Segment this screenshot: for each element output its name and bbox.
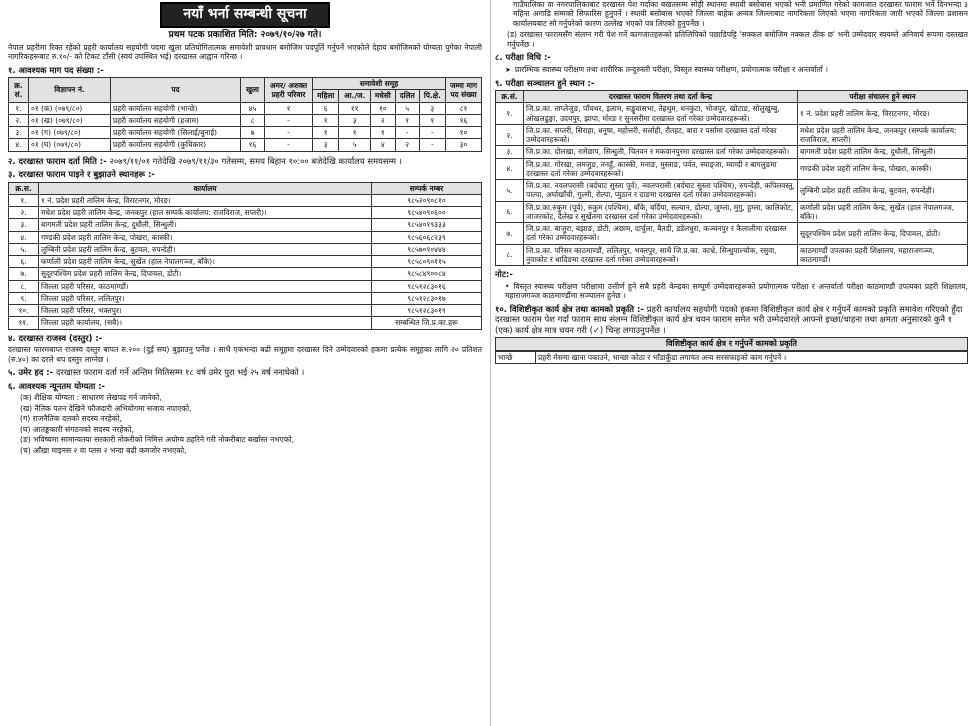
- table-cell: ६.: [9, 256, 39, 268]
- specialization-table: [495, 351, 968, 364]
- exam-centers-table: [495, 90, 968, 266]
- table-cell: मधेश प्रदेश प्रहरी तालिम केन्द्र, जनकपुर (हाल सम्पर्क कार्यालय: राजविराज, सप्तरी)।: [39, 207, 372, 219]
- table-cell: ०१ (घ) (०७९/८०): [29, 139, 111, 151]
- table-cell: सुदूरपश्चिम प्रदेश प्रहरी तालिम केन्द्र, दिपायल, डोटी।: [39, 268, 372, 280]
- col-inclusive: समावेशी समूह: [312, 78, 445, 90]
- table-cell: १.: [9, 194, 39, 206]
- list-item: (च) आँखा माइनस २ वा प्लस २ भन्दा बढी कमजोर नभएको,: [20, 445, 187, 455]
- table-row: [9, 305, 482, 317]
- table-row: [9, 268, 482, 280]
- table-cell: १: [370, 127, 395, 139]
- table-cell: १ नं. प्रदेश प्रहरी तालिम केन्द्र, विराटनगर, मोरङ।: [798, 103, 968, 125]
- table-cell: ९.: [9, 292, 39, 304]
- table-cell: ९८५६०६८२३९: [372, 231, 482, 243]
- table-row: [9, 207, 482, 219]
- table-cell: ३: [312, 139, 338, 151]
- table-cell: ५.: [496, 180, 524, 202]
- table-cell: ३: [339, 114, 370, 126]
- table-row: [9, 102, 482, 114]
- table-cell: ४५: [240, 102, 264, 114]
- table-cell: ५: [339, 139, 370, 151]
- col-office-sn: क्र.स.: [9, 182, 39, 194]
- residence-text: गाउँपालिका वा नगरपालिकाबाट दरखास्त पेश गर्दाका बखतसम्म सोही स्थानमा स्थायी बसोबास भएको भनी प्रमाणित गरेको कागजात दरखास्त फाराम भर्ने दिनभन्दा ३ महिना अगाडि सम्मको सिफारिस हुनुपर्ने । स्थायी बसोबास भएको जिल्ला बाहेक अन्यत्र जिल्लाबाट नागरिकता लिएको भएमा नागरिकता जारी भएको जिल्ला प्रशासन कार्यालयबाट सो गर्नुपरेको कारण उल्लेख भएको पत्र लिएको हुनुपर्नेछ ।: [513, 0, 968, 28]
- list-item: (घ) आतङ्ककारी संगठनको सदस्य नरहेको,: [20, 424, 134, 434]
- table-cell: जि.प्र.का.रुकुम (पूर्व), रुकुम (पश्चिम), बाँके, बर्दिया, सल्यान, डोल्पा, जुम्ला, मुगु, हुम्ला, कालिकोट, जाजरकोट, दैलेख र सुर्खेतमा दरखास्त दर्ता गरेका उम्मेदवारहरूको।: [524, 201, 798, 223]
- table-cell: १०.: [9, 305, 39, 317]
- publish-date: प्रथम पटक प्रकाशित मिति: २०७९/१०/२७ गते।: [168, 29, 322, 40]
- table-cell: १: [339, 127, 370, 139]
- table-cell: जि.प्र.का. परिसर काठमाण्डौं, ललितपुर, भक्तपुर, साथै जि.प्र.का. काभ्रे, सिन्धुपाल्चोक, रसुवा, नुवाकोट र धादिङमा दरखास्त दर्ता गरेका उम्मेदवारहरूको।: [524, 244, 798, 266]
- table-cell: ५.: [9, 243, 39, 255]
- table-cell: लुम्बिनी प्रदेश प्रहरी तालिम केन्द्र, बुटवल, रुपन्देही।: [39, 243, 372, 255]
- table-row: [9, 243, 482, 255]
- table-cell: जि.प्र.का. बाजुरा, बझाङ, डोटी, अछाम, दार्चुला, बैतडी, डडेलधुरा, कञ्चनपुर र कैलालीमा दरखास्त दर्ता गरेका उम्मेदवारहरूको।: [524, 223, 798, 245]
- col-women: महिला: [312, 90, 338, 102]
- section3-heading: ३. दरखास्त फाराम पाइने र बुझाउने स्थानहरू :-: [8, 169, 155, 180]
- table-row: [9, 292, 482, 304]
- table-cell: १: [419, 114, 445, 126]
- table-cell: जि.प्र.का. गोरखा, लमजुङ, तनहुँ, कास्की, मनाङ, मुस्ताङ, पर्वत, स्याङ्जा, म्याग्दी र बागलुङमा दरखास्त दर्ता गरेका उम्मेदवारहरूको।: [524, 158, 798, 180]
- col-adv: विज्ञापन नं.: [29, 78, 111, 103]
- note-heading: नोट:-: [495, 269, 513, 280]
- section5-text: दरखास्त फाराम दर्ता गर्ने अन्तिम मितिसम्म १८ वर्ष उमेर पुरा भई २५ वर्ष ननाघेको ।: [55, 367, 305, 378]
- table-cell: १०: [370, 102, 395, 114]
- table-row: [496, 352, 968, 364]
- table-cell: सम्बन्धित जि.प्र.का.हरू: [372, 317, 482, 329]
- table-cell: ७.: [9, 268, 39, 280]
- table-cell: जिल्ला प्रहरी परिसर, ललितपुर।: [39, 292, 372, 304]
- table-cell: ७.: [496, 223, 524, 245]
- table-cell: ९८५१२८३०१६: [372, 280, 482, 292]
- section5-heading: ५. उमेर हद :-: [8, 367, 54, 378]
- table-row: [9, 256, 482, 268]
- table-cell: गण्डकी प्रदेश प्रहरी तालिम केन्द्र, पोखरा, कास्की।: [798, 158, 968, 180]
- table-cell: ११.: [9, 317, 39, 329]
- table-cell: ०१ (क) (०७९/८०): [29, 102, 111, 114]
- section2-text: २०७९/११/०१ गतेदेखि २०७९/११/३० गतेसम्म, समय बिहान १०:०० बजेदेखि कार्यालय समयसम्म ।: [109, 155, 402, 166]
- table-cell: ९८५८०९०११५: [372, 256, 482, 268]
- table-cell: ८.: [9, 280, 39, 292]
- list-item: (ङ) भविष्यमा सामान्यतया सरकारी नोकरीको निमित्त अयोग्य ठहरिने गरी नोकरीबाट बर्खास्त नभएको,: [20, 435, 295, 445]
- col-total: जम्मा माग पद संख्या: [446, 78, 482, 103]
- table-cell: १६: [446, 114, 482, 126]
- col-distribution: दरखास्त फाराम वितरण तथा दर्ता केन्द्र: [524, 91, 798, 103]
- table-cell: -: [419, 139, 445, 151]
- col-exam-center: परीक्षा संचालन हुने स्थान: [798, 91, 968, 103]
- table-cell: ३: [419, 102, 445, 114]
- table-cell: जि.प्र.का. नवलपरासी (बर्दघाट सुस्ता पूर्व), नवलपरासी (बर्दघाट सुस्ता पश्चिम), रुपन्देही, कपिलवस्तु, पाल्पा, अर्घाखाँची, गुल्मी, रोल्पा, प्युठान र दाङमा दरखास्त दर्ता गरेका उम्मेदवारहरूको।: [524, 180, 798, 202]
- table-cell: प्रहरी कार्यालय सहयोगी (सिलाई/बुनाई): [111, 127, 241, 139]
- table-cell: ३०: [446, 139, 482, 151]
- table-cell: १६: [240, 139, 264, 151]
- table-cell: ९८५४०१९३३३: [372, 219, 482, 231]
- section4-heading: ४. दरखास्त राजस्व (दस्तुर) :-: [8, 332, 103, 343]
- table-row: [496, 223, 968, 245]
- section6-heading: ६. आवश्यक न्यूनतम योग्यता :-: [8, 380, 106, 391]
- table-cell: ४.: [9, 231, 39, 243]
- table-cell: -: [419, 127, 445, 139]
- table-cell: १: [312, 127, 338, 139]
- col-madhesi: मधेसी: [370, 90, 395, 102]
- col-office: कार्यालय: [39, 182, 372, 194]
- col-open: खुला: [240, 78, 264, 103]
- notice-title: नयाँ भर्ना सम्बन्धी सूचना: [160, 2, 330, 28]
- table-cell: ८१: [446, 102, 482, 114]
- table-cell: प्रहरी कार्यालय सहयोगी (हजाम): [111, 114, 241, 126]
- table-cell: जि.प्र.का. सप्तरी, सिराहा, धनुषा, महोत्तरी, सर्लाही, रौतहट, बारा र पर्सामा दरखास्त दर्ता गरेका उम्मेदवारहरूको।: [524, 124, 798, 146]
- table-row: [9, 139, 482, 151]
- table-row: [9, 114, 482, 126]
- table-cell: प्रहरी कार्यालय सहयोगी (कुचिकार): [111, 139, 241, 151]
- note-text: • विस्तृत स्वास्थ्य परीक्षण परीक्षामा उत्तीर्ण हुने सबै प्रहरी केन्द्रका सम्पूर्ण उम्मेदवारहरूको प्रयोगात्मक परीक्षा र अन्तर्वार्ता परीक्षा काठमाण्डौं उपत्यका प्रहरी शिक्षालय, महाराजगञ्ज काठमाण्डौंमा सञ्चालन हुनेछ ।: [505, 282, 968, 301]
- table-row: [496, 244, 968, 266]
- table-cell: ९८५८४९००८४: [372, 268, 482, 280]
- list-item: (ख) नैतिक पतन देखिने फौजदारी अभियोगमा सजाय नपाएको,: [20, 403, 192, 413]
- table-cell: गण्डकी प्रदेश प्रहरी तालिम केन्द्र, पोखरा, कास्की।: [39, 231, 372, 243]
- table-row: [496, 124, 968, 146]
- right-column: [490, 0, 974, 726]
- table-cell: ७: [240, 127, 264, 139]
- table-cell: ३.: [9, 127, 29, 139]
- table-cell: मधेश प्रदेश प्रहरी तालिम केन्द्र, जनकपुर (सम्पर्क कार्यालय: राजविराज, सप्तरी): [798, 124, 968, 146]
- table-cell: ९८५४०९०६००: [372, 207, 482, 219]
- col-aj: आ./ज.: [339, 90, 370, 102]
- table-cell: २.: [496, 124, 524, 146]
- table-cell: १.: [496, 103, 524, 125]
- table-row: [9, 219, 482, 231]
- table-cell: काठमाण्डौं उपत्यका प्रहरी शिक्षालय, महाराजगञ्ज, काठमाण्डौं।: [798, 244, 968, 266]
- table-cell: ५: [395, 102, 419, 114]
- specialization-text: प्रहरी मेसमा खाना पकाउने, भान्छा कोठा र भाँडाकुँडा लगायत अन्य सरसफाइको काम गर्नुपर्ने ।: [536, 352, 968, 364]
- table-cell: ९८५२०९०८१०: [372, 194, 482, 206]
- table-row: [9, 317, 482, 329]
- table-row: [9, 280, 482, 292]
- table-cell: ३.: [9, 219, 39, 231]
- col-dalit: दलित: [395, 90, 419, 102]
- table-row: [9, 127, 482, 139]
- copy-certify-text: (ड) दरखास्त फारामसँग संलग्न गरी पेश गर्ने कागजातहरूको प्रतिलिपिको पछाडिपट्टि 'सक्कल बमोजिम नक्कल ठीक छ' भनी उम्मेदवार स्वयम्ले अनिवार्य रूपमा दस्तखत गर्नुपर्नेछ ।: [507, 30, 968, 49]
- table-cell: कर्णाली प्रदेश प्रहरी तालिम केन्द्र, सुर्खेत (हाल नेपालगञ्ज, बाँके)।: [798, 201, 968, 223]
- table-cell: कर्णाली प्रदेश प्रहरी तालिम केन्द्र, सुर्खेत (हाल नेपालगञ्ज, बाँके)।: [39, 256, 372, 268]
- list-item: (ग) राजनैतिक दलको सदस्य नरहेको,: [20, 414, 122, 424]
- col-center-sn: क्र.सं.: [496, 91, 524, 103]
- table-cell: जि.प्र.का. ताप्लेजुङ, पाँचथर, इलाम, सङ्खुवासभा, तेह्रथुम, धनकुटा, भोजपुर, खोटाङ, सोलुखुम्बु, ओखलढुङ्गा, उदयपुर, झापा, मोरङ र सुनसरीमा दरखास्त दर्ता गरेका उम्मेदवारहरूको।: [524, 103, 798, 125]
- section9-heading: ९. परीक्षा सञ्चालन हुने स्थान :-: [495, 77, 595, 88]
- table-cell: ४: [370, 139, 395, 151]
- table-row: [496, 201, 968, 223]
- table-cell: ०१ (ख) (०७९/८०): [29, 114, 111, 126]
- table-cell: -: [264, 127, 312, 139]
- table-row: [9, 194, 482, 206]
- section2-heading: २. दरखास्त फाराम दर्ता मिति :-: [8, 155, 107, 166]
- table-cell: ६.: [496, 201, 524, 223]
- table-cell: ४.: [496, 158, 524, 180]
- table-cell: बागमती प्रदेश प्रहरी तालिम केन्द्र, दुधौली, सिन्धुली।: [798, 146, 968, 158]
- table-cell: १.: [9, 102, 29, 114]
- table-cell: ९८५१२८३०१९: [372, 305, 482, 317]
- section1-heading: १. आवश्यक माग पद संख्या :-: [8, 64, 104, 75]
- table-cell: १: [264, 102, 312, 114]
- table-cell: -: [264, 114, 312, 126]
- table-cell: लुम्बिनी प्रदेश प्रहरी तालिम केन्द्र, बुटवल, रुपन्देही।: [798, 180, 968, 202]
- qualification-list: [8, 393, 482, 455]
- table-cell: २.: [9, 114, 29, 126]
- col-post: पद: [111, 78, 241, 103]
- table-cell: जि.प्र.का. दोलखा, रामेछाप, सिन्धुली, चितवन र मकवानपुरमा दरखास्त दर्ता गरेका उम्मेदवारहरूको।: [524, 146, 798, 158]
- table-cell: ४.: [9, 139, 29, 151]
- table-cell: ९८५१२८३०१७: [372, 292, 482, 304]
- table-cell: १: [395, 114, 419, 126]
- intro-text: नेपाल प्रहरीमा रिक्त रहेको प्रहरी कार्यालय सहयोगी पदमा खुला प्रतियोगितात्मक समावेशी प्रावधान बमोजिम पदपूर्ति गर्नुपर्ने भएकोले देहाय बमोजिमको योग्यता पुगेका नेपाली नागरिकहरूबाट रु.१०/- को टिकट टाँसी (स्वयं उपस्थित भई) दरखास्त आह्वान गरिन्छ ।: [8, 42, 482, 62]
- section4-text: दरखास्त फारमबाप्त राजस्व दस्तुर बापत रु.२०० (दुई सय) बुझाउनु पर्नेछ । साथै एकभन्दा बढी समूहमा दरखास्त दिने उम्मेदवारको हकमा प्रत्येक समूहका लागि २० प्रतिशत (रु.४०) का दरले थप दस्तुर लाग्नेछ ।: [8, 345, 482, 364]
- table-cell: ०१ (ग) (०७९/८०): [29, 127, 111, 139]
- exam-method-text: ➤ प्रारम्भिक स्वास्थ्य परीक्षण तथा शारीरिक तन्दुरुस्ती परीक्षा, विस्तृत स्वास्थ्य परीक्षण, प्रयोगात्मक परीक्षा र अन्तर्वार्ता ।: [505, 65, 968, 75]
- table-cell: -: [395, 127, 419, 139]
- section10-heading: १०. विशिष्टीकृत कार्य क्षेत्र तथा कामको प्रकृति :-: [495, 303, 644, 314]
- col-contact: सम्पर्क नम्बर: [372, 182, 482, 194]
- table-cell: जिल्ला प्रहरी परिसर, भक्तपुर।: [39, 305, 372, 317]
- table-cell: ६: [312, 102, 338, 114]
- table-row: [496, 158, 968, 180]
- list-item: (क) शैक्षिक योग्यता : साधारण लेखपढ गर्न जानेको,: [20, 393, 162, 403]
- table-row: [9, 231, 482, 243]
- table-cell: १ नं. प्रदेश प्रहरी तालिम केन्द्र, विराटनगर, मोरङ।: [39, 194, 372, 206]
- table-cell: जिल्ला प्रहरी परिसर, काठमाण्डौं।: [39, 280, 372, 292]
- table-cell: ११: [339, 102, 370, 114]
- table-cell: ९८५७०१०४४४: [372, 243, 482, 255]
- table-row: [496, 146, 968, 158]
- section8-heading: ८. परीक्षा विधि :-: [495, 52, 551, 63]
- table-cell: १: [312, 114, 338, 126]
- col-family: अमर/ अशक्त प्रहरी परिवार: [264, 78, 312, 103]
- table-cell: २: [370, 114, 395, 126]
- posts-table: [8, 77, 482, 152]
- table-cell: प्रहरी कार्यालय सहयोगी (भान्छे): [111, 102, 241, 114]
- table-row: [496, 103, 968, 125]
- table-cell: ३.: [496, 146, 524, 158]
- col-sn: क्र. सं.: [9, 78, 29, 103]
- table-cell: बागमती प्रदेश प्रहरी तालिम केन्द्र, दुधौली, सिन्धुली।: [39, 219, 372, 231]
- table-cell: ८: [240, 114, 264, 126]
- table-cell: १०: [446, 127, 482, 139]
- table-cell: २.: [9, 207, 39, 219]
- table-row: [496, 180, 968, 202]
- table-cell: २: [395, 139, 419, 151]
- table-cell: सुदूरपश्चिम प्रदेश प्रहरी तालिम केन्द्र, दिपायल, डोटी।: [798, 223, 968, 245]
- section10-text: प्रहरी कार्यालय सहयोगी पदको हकमा विशिष्टीकृत कार्य क्षेत्र र गर्नुपर्ने कामको प्रकृति समावेश गरिएको हुँदा दरखास्त फाराम पेश गर्दा फाराम साथ संलग्न विशिष्टीकृत कार्य क्षेत्र चयन फाराम समेत भरी उम्मेदवारले आफ्नो इच्छा/चाहना तथा क्षमता अनुसारको कुनै १ (एक) कार्य क्षेत्र मात्र चयन गरी (✓) चिन्ह लगाउनुपर्नेछ ।: [495, 303, 963, 335]
- table-cell: ८.: [496, 244, 524, 266]
- offices-table: [8, 182, 482, 330]
- table-cell: जिल्ला प्रहरी कार्यालय, (सबै)।: [39, 317, 372, 329]
- col-pi: पि.क्षे.: [419, 90, 445, 102]
- specialization-label: भान्छे: [496, 352, 536, 364]
- specialization-table-title: विशिष्टीकृत कार्य क्षेत्र र गर्नुपर्ने कामको प्रकृति: [495, 337, 968, 351]
- table-cell: -: [264, 139, 312, 151]
